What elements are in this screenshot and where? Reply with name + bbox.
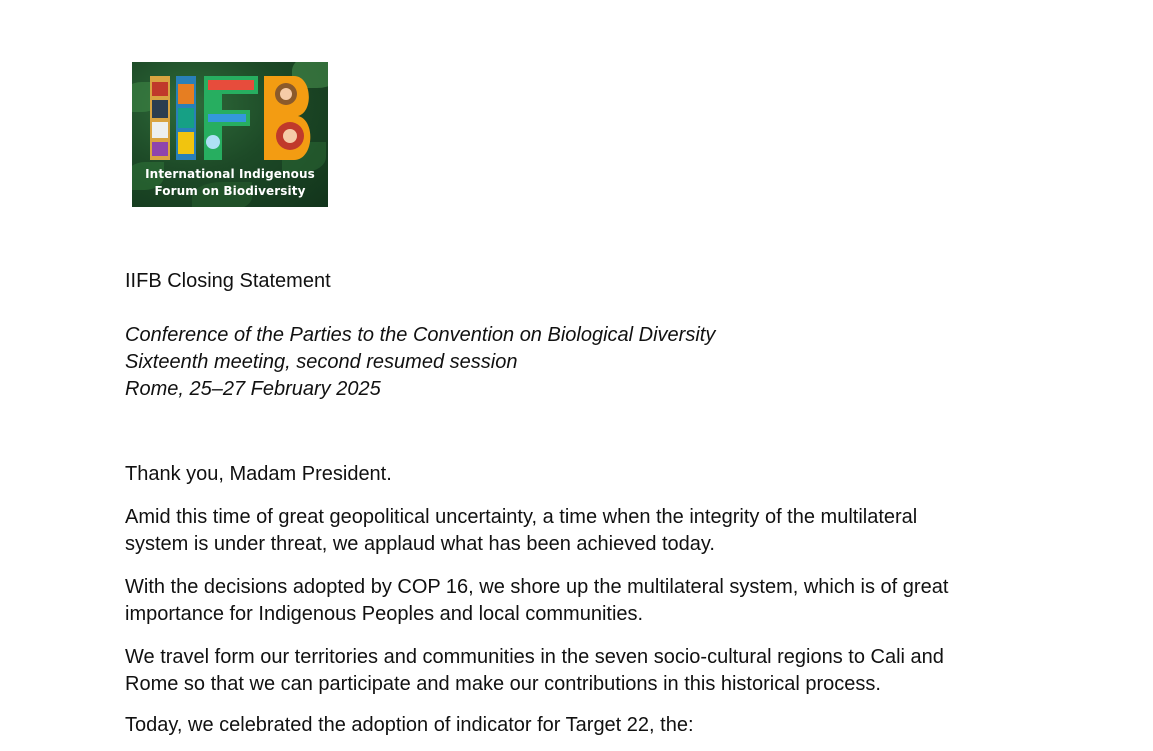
paragraph [125,504,917,558]
paragraph-line: Amid this time of great geopolitical uncertainty, a time when the integrity of the multilateral [125,506,918,528]
meeting-line-conference: Conference of the Parties to the Convention on Biological Diversity [125,324,716,346]
paragraph-line: With the decisions adopted by COP 16, we shore up the multilateral system, which is of great [125,576,949,598]
paragraph [125,574,948,628]
paragraph-line: Rome so that we can participate and make our contributions in this historical process. [125,673,881,695]
paragraph-line: system is under threat, we applaud what has been achieved today. [125,533,715,555]
paragraph-line: Thank you, Madam President. [125,463,392,485]
meeting-line-place-date: Rome, 25–27 February 2025 [125,378,381,400]
paragraph-line: importance for Indigenous Peoples and local communities. [125,603,644,625]
logo-caption-line2: Forum on Biodiversity [154,184,306,198]
paragraph [125,712,694,739]
meeting-line-session: Sixteenth meeting, second resumed session [125,351,518,373]
meeting-info [125,322,715,403]
paragraph [125,461,392,488]
document-title: IIFB Closing Statement [125,270,331,292]
paragraph-line: We travel form our territories and communities in the seven socio-cultural regions to Cali and [125,646,944,668]
paragraph [125,644,944,698]
logo-caption-line1: International Indigenous [145,167,315,181]
paragraph-line: Today, we celebrated the adoption of indicator for Target 22, the: [125,714,694,736]
iifb-letters-graphic [146,72,316,164]
iifb-logo [132,62,328,207]
